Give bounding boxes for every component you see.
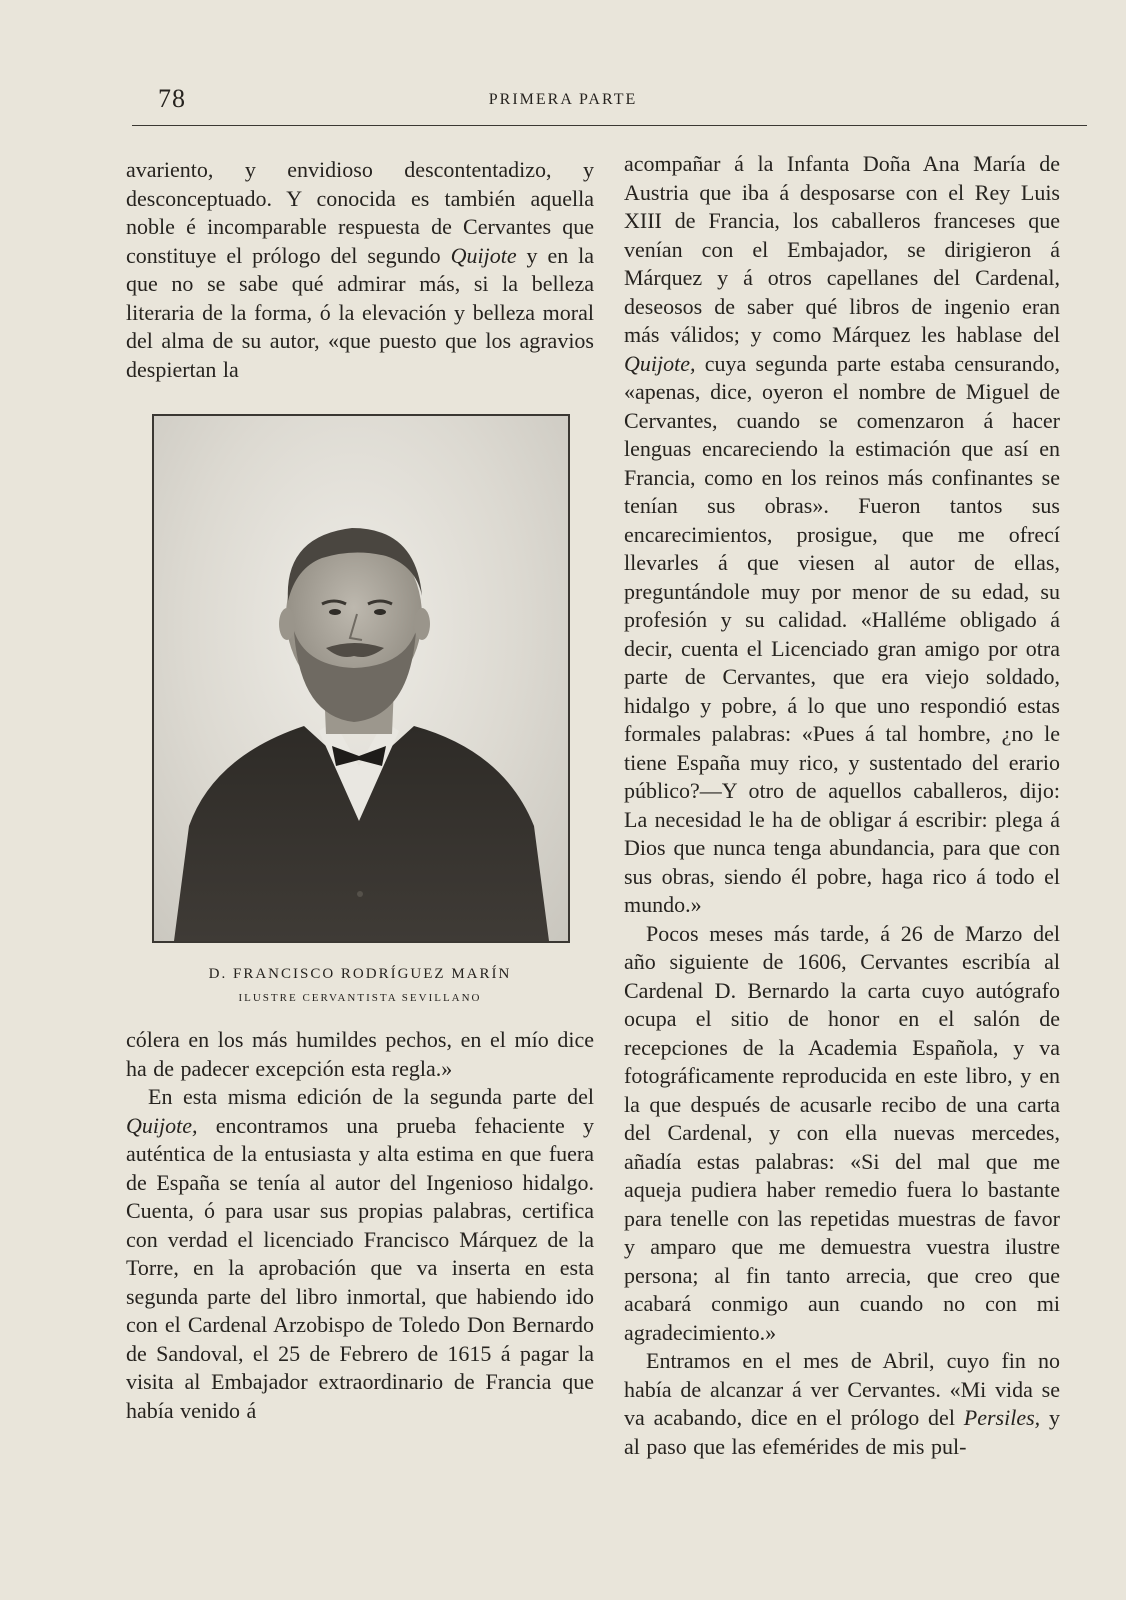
figure-caption-name: D. FRANCISCO RODRÍGUEZ MARÍN [208, 966, 512, 982]
text-run: encontramos una prueba fehaciente y auténtica de la entusiasta y alta estima en que fuera de España se tenía al autor del Ingenioso hidalgo. Cuenta, ó para usar sus propias palabras, certifica con verdad el licenciado Francisco Márquez de la Torre, en la aprobación que va inserta en esta segunda parte del libro inmortal, que habiendo ido con el Cardenal Arzobispo de Toledo Don Bernardo de Sandoval, el 25 de Febrero de 1615 á pagar la visita al Embajador extraordinario de Francia que había venido á [126, 1112, 594, 1423]
page-number: 78 [158, 84, 186, 113]
left-column-bottom [126, 1026, 594, 1425]
text-run: cuya segunda parte estaba censurando, «apenas, dice, oyeron el nombre de Miguel de Cervantes, cuando se comenzaron á hacer lenguas encareciendo la estimación que así en Francia, como en los reinos más confinantes se tenían sus obras». Fueron tantos sus encarecimientos, prosigue, que me ofrecí llevarles á que viesen al autor de ellas, preguntándole muy por menor de su edad, su profesión y su calidad. «Halléme obligado á decir, cuenta el Licenciado gran amigo por otra parte de Cervantes, que era viejo soldado, hidalgo y pobre, á lo que uno respondió estas formales palabras: «Pues á tal hombre, ¿no le tiene España muy rico, y sustentado del erario público?—Y otro de aquellos caballeros, dijo: La necesidad le ha de obligar á escribir: plega á Dios que nunca tenga abundancia, para que con sus obras, siendo él pobre, haga rico á todo el mundo.» [624, 350, 1060, 917]
italic-title: Persiles, [963, 1405, 1041, 1430]
portrait-image [154, 416, 568, 941]
text-run: avariento, y envidioso descontentadizo, y desconceptuado. Y conocida es también aquella noble é incomparable respuesta de Cervantes que constituye el prólogo del segundo [126, 157, 594, 268]
text-run: Entramos en el mes de Abril, cuyo fin no había de alcanzar á ver Cervantes. «Mi vida se va acabando, dice en el prólogo del [624, 1348, 1060, 1430]
text-run: En esta misma edición de la segunda parte del [148, 1084, 594, 1109]
figure-caption-subtitle: ILUSTRE CERVANTISTA SEVILLANO [238, 992, 482, 1004]
portrait-photo [152, 414, 570, 943]
italic-title: Quijote [450, 242, 517, 268]
paragraph [624, 150, 1060, 920]
italic-title: Quijote, [126, 1112, 198, 1138]
right-column [624, 150, 1060, 1461]
text-run: y en la que no se sabe qué admirar más, si la belleza literaria de la forma, ó la elevación y belleza moral del alma de su autor, «que puesto que los agravios despiertan la [126, 242, 595, 382]
paragraph [126, 156, 594, 384]
left-column-top [126, 156, 594, 384]
running-head: PRIMERA PARTE [488, 91, 638, 108]
header-rule [132, 125, 1087, 126]
paragraph [624, 1347, 1060, 1461]
text-run: acompañar á la Infanta Doña Ana María de Austria que iba á desposarse con el Rey Luis XIII de Francia, los caballeros franceses que venían con el Embajador, se dirigieron á Márquez y á otros capellanes del Cardenal, deseosos de saber qué libros de ingenio eran más válidos; y como Márquez les hablase del [624, 151, 1060, 347]
paragraph [126, 1083, 594, 1425]
paragraph: Pocos meses más tarde, á 26 de Marzo del año siguiente de 1606, Cervantes escribía al Cardenal D. Bernardo la carta cuyo autógrafo ocupa el sitio de honor en el salón de recepciones de la Academia Española, y va fotográficamente reproducida en este libro, y en la que después de acusarle recibo de una carta del Cardenal, y con ella nuevas mercedes, añadía estas palabras: «Si del mal que me aqueja pudiera haber remedio fuera lo bastante para tenelle con las repetidas muestras de favor y amparo que me demuestra vuestra ilustre persona; al fin tanto arrecia, que creo que acabará conmigo aun cuando no con mi agradecimiento.» [624, 920, 1060, 1345]
text-run: y al paso que las efemérides de mis pul- [624, 1405, 1061, 1459]
paragraph: cólera en los más humildes pechos, en el mío dice ha de padecer excepción esta regla.» [126, 1027, 594, 1081]
italic-title: Quijote, [624, 350, 696, 376]
